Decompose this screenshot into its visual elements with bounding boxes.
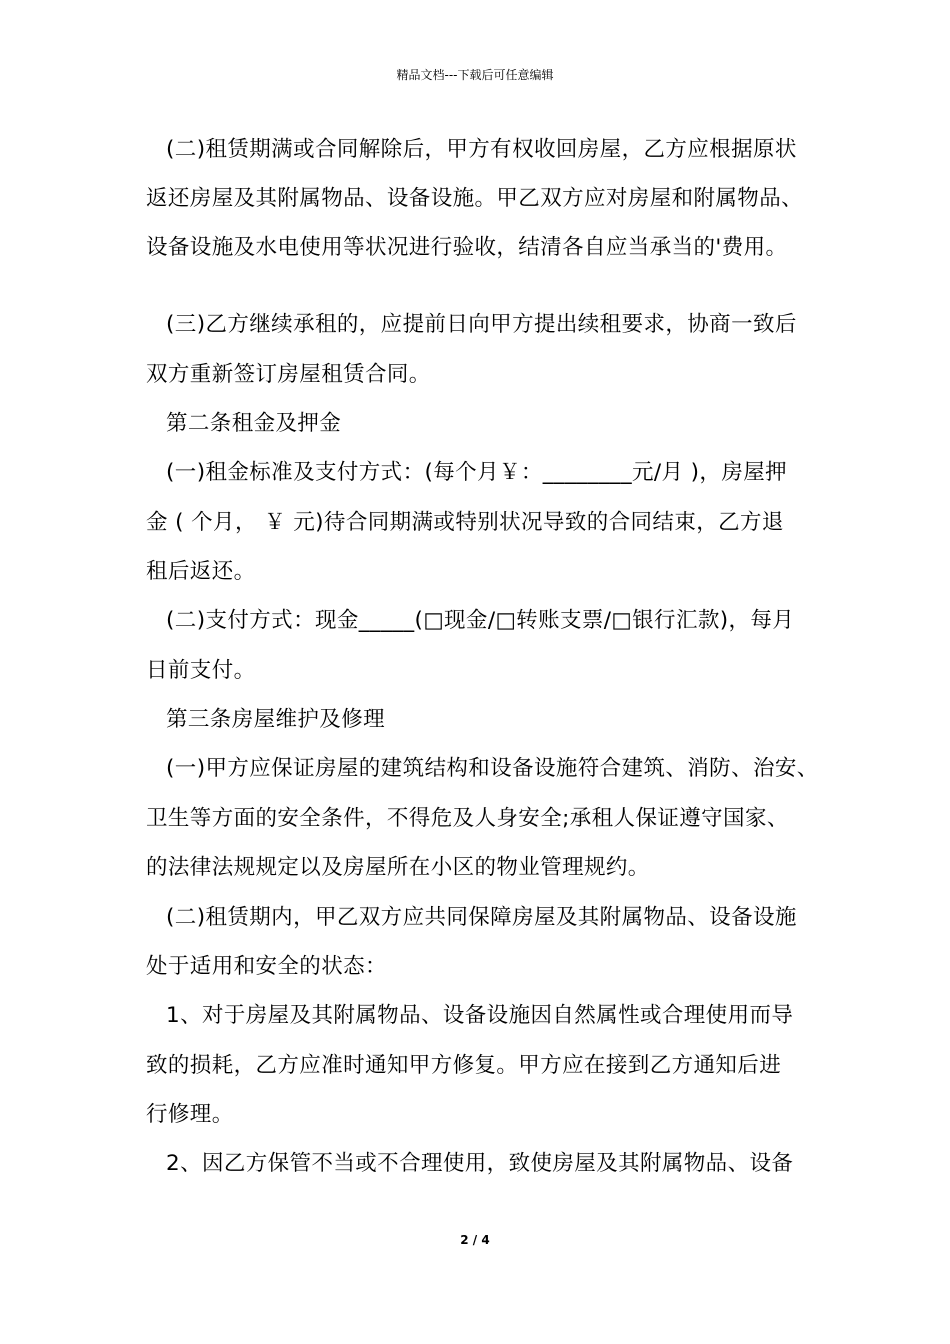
paragraph-line: (二)租赁期满或合同解除后，甲方有权收回房屋，乙方应根据原状 <box>166 137 797 162</box>
paragraph-line: 日前支付。 <box>146 658 256 683</box>
paragraph-line: 返还房屋及其附属物品、设备设施。甲乙双方应对房屋和附属物品、 <box>146 186 804 211</box>
paragraph-line: (二)租赁期内，甲乙双方应共同保障房屋及其附属物品、设备设施 <box>166 905 797 930</box>
paragraph-line: (二)支付方式：现金_____(□现金/□转账支票/□银行汇款)，每月 <box>166 608 795 633</box>
section-heading: 第二条租金及押金 <box>166 411 342 436</box>
paragraph-line: (一)甲方应保证房屋的建筑结构和设备设施符合建筑、消防、治安、 <box>166 756 819 781</box>
paragraph-line: 行修理。 <box>146 1102 234 1127</box>
paragraph-line: 租后返还。 <box>146 559 256 584</box>
paragraph-line: 致的损耗，乙方应准时通知甲方修复。甲方应在接到乙方通知后进 <box>146 1053 782 1078</box>
paragraph-line: 金 ( 个月， ￥ 元)待合同期满或特别状况导致的合同结束，乙方退 <box>146 510 784 535</box>
paragraph-line: 处于适用和安全的状态： <box>146 954 387 979</box>
paragraph-line: 2、因乙方保管不当或不合理使用，致使房屋及其附属物品、设备 <box>166 1151 794 1176</box>
paragraph-line: 设备设施及水电使用等状况进行验收，结清各自应当承当的'费用。 <box>146 235 788 260</box>
paragraph-line: 的法律法规规定以及房屋所在小区的物业管理规约。 <box>146 855 650 880</box>
paragraph-line: 卫生等方面的安全条件，不得危及人身安全;承租人保证遵守国家、 <box>146 806 789 831</box>
page-header: 精品文档---下载后可任意编辑 <box>396 68 554 82</box>
page-number: 2 / 4 <box>460 1233 490 1247</box>
paragraph-line: (一)租金标准及支付方式：(每个月￥：________元/月 )，房屋押 <box>166 460 788 485</box>
paragraph-line: (三)乙方继续承租的，应提前日向甲方提出续租要求，协商一致后 <box>166 312 797 337</box>
section-heading: 第三条房屋维护及修理 <box>166 707 386 732</box>
paragraph-line: 1、对于房屋及其附属物品、设备设施因自然属性或合理使用而导 <box>166 1003 794 1028</box>
paragraph-line: 双方重新签订房屋租赁合同。 <box>146 362 431 387</box>
